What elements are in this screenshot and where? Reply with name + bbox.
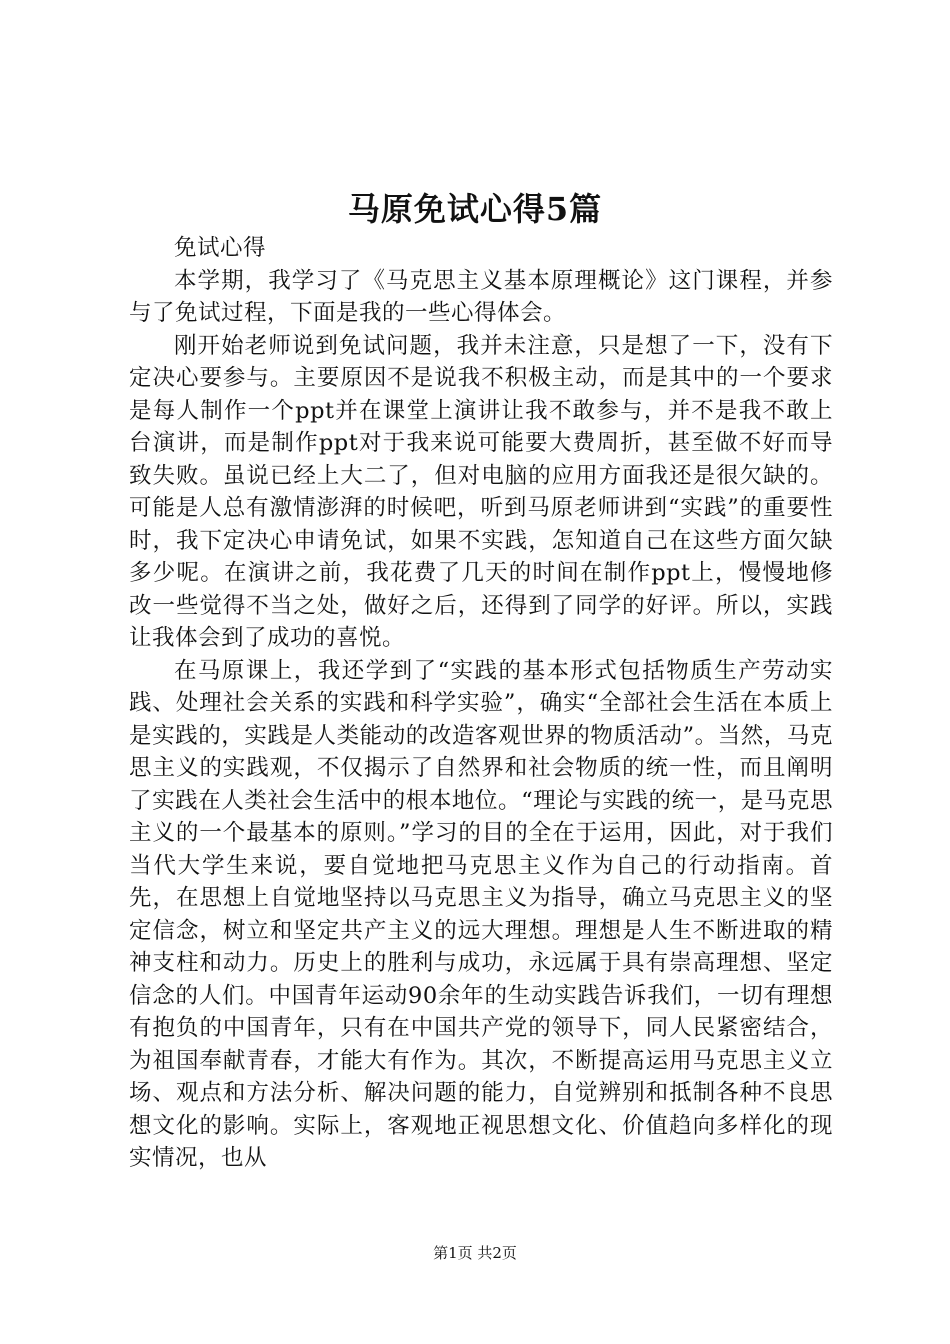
paragraph: 刚开始老师说到免试问题，我并未注意，只是想了一下，没有下定决心要参与。主要原因不是说我不积极主动，而是其中的一个要求是每人制作一个ppt并在课堂上演讲让我不敢参与，并不是我不敢上台演讲，而是制作ppt对于我来说可能要大费周折，甚至做不好而导致失败。虽说已经上大二了，但对电脑的应用方面我还是很欠缺的。可能是人总有激情澎湃的时候吧，听到马原老师讲到“实践”的重要性时，我下定决心申请免试，如果不实践，怎知道自己在这些方面欠缺多少呢。在演讲之前，我花费了几天的时间在制作ppt上，慢慢地修改一些觉得不当之处，做好之后，还得到了同学的好评。所以，实践让我体会到了成功的喜悦。 xyxy=(129,332,833,651)
page-footer: 第1页 共2页 xyxy=(433,1244,517,1262)
document-title: 马原免试心得5篇 xyxy=(347,190,603,228)
paragraph: 在马原课上，我还学到了“实践的基本形式包括物质生产劳动实践、处理社会关系的实践和科学实验”，确实“全部社会生活在本质上是实践的，实践是人类能动的改造客观世界的物质活动”。当然，马克思主义的实践观，不仅揭示了自然界和社会物质的统一性，而且阐明了实践在人类社会生活中的根本地位。“理论与实践的统一，是马克思主义的一个最基本的原则。”学习的目的全在于运用，因此，对于我们当代大学生来说，要自觉地把马克思主义作为自己的行动指南。首先，在思想上自觉地坚持以马克思主义为指导，确立马克思主义的坚定信念，树立和坚定共产主义的远大理想。理想是人生不断进取的精神支柱和动力。历史上的胜利与成功，永远属于具有崇高理想、坚定信念的人们。中国青年运动90余年的生动实践告诉我们，一切有理想有抱负的中国青年，只有在中国共产党的领导下，同人民紧密结合，为祖国奉献青春，才能大有作为。其次，不断提高运用马克思主义立场、观点和方法分析、解决问题的能力，自觉辨别和抵制各种不良思想文化的影响。实际上，客观地正视思想文化、价值趋向多样化的现实情况，也从 xyxy=(129,657,833,1171)
paragraph-subtitle: 免试心得 xyxy=(174,235,267,261)
document-body xyxy=(129,232,833,1175)
paragraph: 本学期，我学习了《马克思主义基本原理概论》这门课程，并参与了免试过程，下面是我的一些心得体会。 xyxy=(129,267,833,326)
